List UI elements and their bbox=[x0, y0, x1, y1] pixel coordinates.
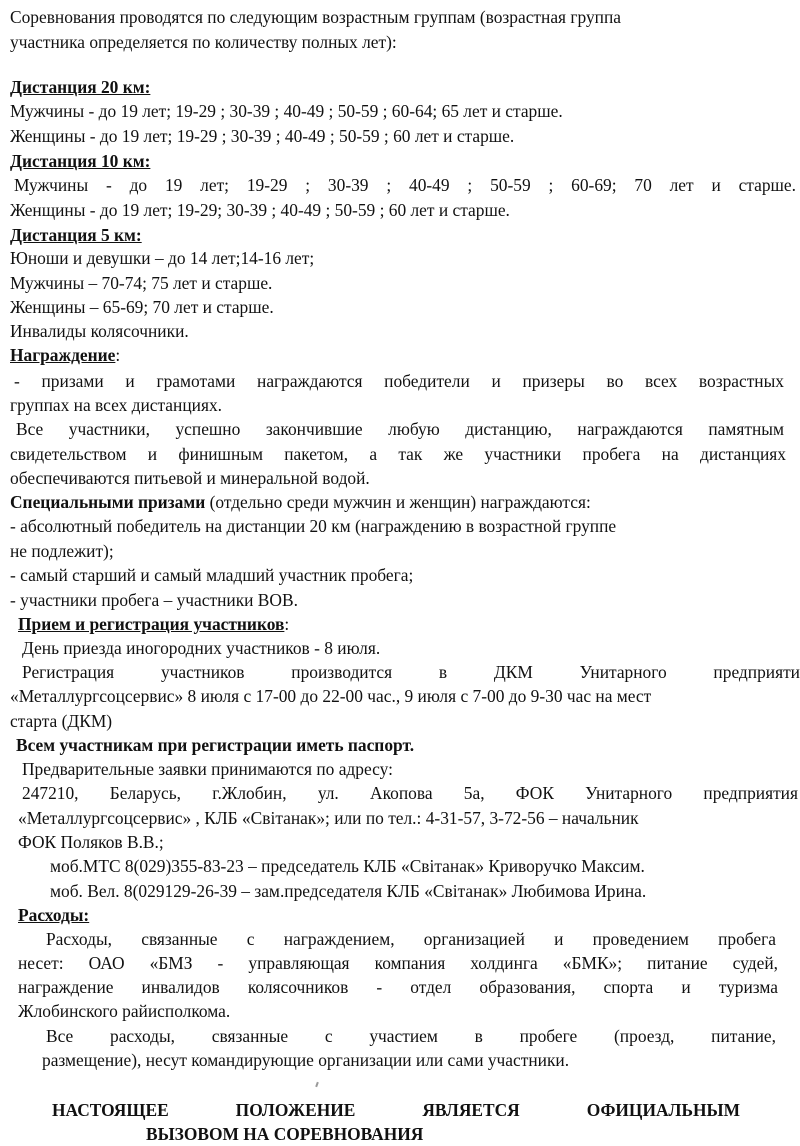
registration-line-3: «Металлургсоцсервис» 8 июля с 17-00 до 22-00 час., 9 июля с 7-00 до 9-30 час на мест bbox=[10, 686, 652, 706]
prelim-line-3: «Металлургсоцсервис» , КЛБ «Світанак»; или по тел.: 4-31-57, 3-72-56 – начальник bbox=[18, 808, 639, 828]
distance-5-heading: Дистанция 5 км: bbox=[10, 225, 142, 245]
registration-passport: Всем участникам при регистрации иметь паспорт. bbox=[16, 735, 415, 755]
distance-20-men: Мужчины - до 19 лет; 19-29 ; 30-39 ; 40-49 ; 50-59 ; 60-64; 65 лет и старше. bbox=[10, 101, 563, 121]
special-prizes-line-2: не подлежит); bbox=[10, 541, 114, 561]
special-prizes-heading: Специальными призами bbox=[10, 492, 206, 512]
awards-heading-colon: : bbox=[115, 345, 121, 365]
awards-line-3: Все участники, успешно закончившие любую дистанцию, награждаются памятным bbox=[16, 419, 784, 439]
special-prizes-line-4: - участники пробега – участники ВОВ. bbox=[10, 590, 298, 610]
awards-line-5: обеспечиваются питьевой и минеральной водой. bbox=[10, 468, 370, 488]
prelim-phone-mts: моб.МТС 8(029)355-83-23 – председатель КЛБ «Світанак» Криворучко Максим. bbox=[50, 856, 645, 876]
footer-line-2: ВЫЗОВОМ НА СОРЕВНОВАНИЯ bbox=[146, 1124, 424, 1144]
distance-5-disabled: Инвалиды колясочники. bbox=[10, 321, 189, 341]
registration-line-1: День приезда иногородних участников - 8 июля. bbox=[22, 638, 381, 658]
registration-heading-colon: : bbox=[284, 614, 290, 634]
expenses-line-5: Все расходы, связанные с участием в пробеге (проезд, питание, bbox=[46, 1026, 776, 1046]
prelim-phone-vel: моб. Вел. 8(029129-26-39 – зам.председателя КЛБ «Світанак» Любимова Ирина. bbox=[50, 881, 647, 901]
awards-line-2: группах на всех дистанциях. bbox=[10, 395, 222, 415]
scan-speck bbox=[315, 1082, 319, 1087]
special-prizes-intro: (отдельно среди мужчин и женщин) награждаются: bbox=[205, 492, 591, 512]
awards-line-4: свидетельством и финишным пакетом, а так же участники пробега на дистанциях bbox=[10, 444, 786, 464]
distance-10-women: Женщины - до 19 лет; 19-29; 30-39 ; 40-49 ; 50-59 ; 60 лет и старше. bbox=[10, 200, 510, 220]
expenses-line-6: размещение), несут командирующие организации или сами участники. bbox=[42, 1050, 570, 1070]
prelim-line-2: 247210, Беларусь, г.Жлобин, ул. Акопова 5а, ФОК Унитарного предприятия bbox=[22, 783, 798, 803]
registration-heading-row bbox=[18, 613, 289, 635]
registration-line-4: старта (ДКМ) bbox=[10, 711, 113, 731]
intro-line-1: Соревнования проводятся по следующим возрастным группам (возрастная группа bbox=[10, 7, 622, 27]
prelim-line-1: Предварительные заявки принимаются по адресу: bbox=[22, 759, 393, 779]
distance-10-men: Мужчины - до 19 лет; 19-29 ; 30-39 ; 40-49 ; 50-59 ; 60-69; 70 лет и старше. bbox=[14, 175, 796, 195]
distance-10-heading: Дистанция 10 км: bbox=[10, 151, 151, 171]
intro-line-2: участника определяется по количеству полных лет): bbox=[10, 32, 397, 52]
registration-line-2: Регистрация участников производится в ДКМ Унитарного предприяти bbox=[22, 662, 800, 682]
awards-heading-row bbox=[10, 344, 120, 366]
expenses-heading: Расходы: bbox=[18, 905, 90, 925]
special-prizes-line-3: - самый старший и самый младший участник пробега; bbox=[10, 565, 414, 585]
expenses-line-4: Жлобинского райисполкома. bbox=[18, 1001, 231, 1021]
awards-heading: Награждение bbox=[10, 345, 116, 365]
footer-line-1: НАСТОЯЩЕЕ ПОЛОЖЕНИЕ ЯВЛЯЕТСЯ ОФИЦИАЛЬНЫМ bbox=[52, 1100, 740, 1120]
distance-20-heading: Дистанция 20 км: bbox=[10, 77, 151, 97]
special-prizes-row bbox=[10, 491, 591, 513]
registration-heading: Прием и регистрация участников bbox=[18, 614, 285, 634]
distance-5-men: Мужчины – 70-74; 75 лет и старше. bbox=[10, 273, 273, 293]
distance-5-youth: Юноши и девушки – до 14 лет;14-16 лет; bbox=[10, 248, 315, 268]
expenses-line-3: награждение инвалидов колясочников - отдел образования, спорта и туризма bbox=[18, 977, 778, 997]
distance-20-women: Женщины - до 19 лет; 19-29 ; 30-39 ; 40-49 ; 50-59 ; 60 лет и старше. bbox=[10, 126, 515, 146]
expenses-line-1: Расходы, связанные с награждением, организацией и проведением пробега bbox=[46, 929, 776, 949]
awards-line-1: - призами и грамотами награждаются победители и призеры во всех возрастных bbox=[14, 371, 784, 391]
distance-5-women: Женщины – 65-69; 70 лет и старше. bbox=[10, 297, 274, 317]
expenses-line-2: несет: ОАО «БМЗ - управляющая компания холдинга «БМК»; питание судей, bbox=[18, 953, 778, 973]
prelim-line-4: ФОК Поляков В.В.; bbox=[18, 832, 164, 852]
special-prizes-line-1: - абсолютный победитель на дистанции 20 км (награждению в возрастной группе bbox=[10, 516, 617, 536]
